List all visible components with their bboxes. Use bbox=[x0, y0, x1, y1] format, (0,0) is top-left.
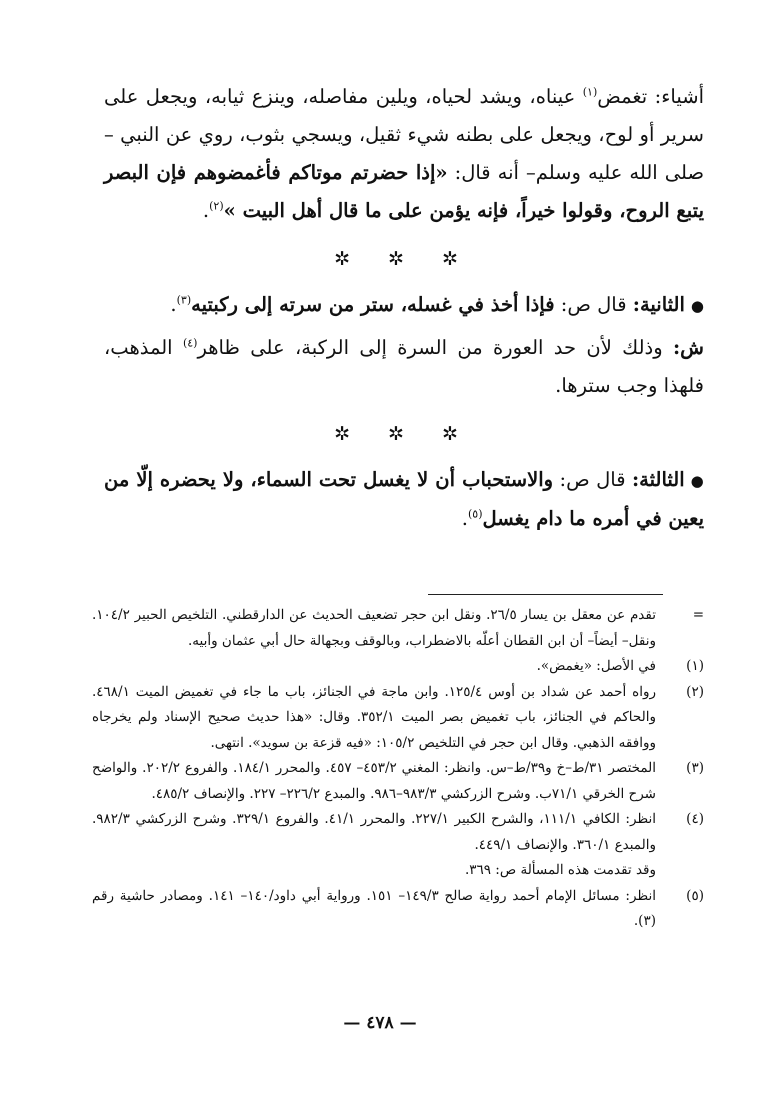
paragraph-1 bbox=[104, 78, 704, 230]
bullet-icon: ● bbox=[690, 472, 704, 490]
para2-end: . bbox=[170, 293, 177, 316]
footnotes bbox=[92, 603, 704, 935]
footnote-2 bbox=[92, 680, 704, 757]
footnote-text: تقدم عن معقل بن يسار ٢٦/٥. ونقل ابن حجر تضعيف الحديث عن الدارقطني. التلخيص الحبير ١٠٤/٢. ونقل– أيضاً– أن ابن القطان أعلّه بالاضطراب، وبالوقف وبجهالة حال أبي عثمان وأبيه. bbox=[92, 607, 656, 649]
para4-text: والاستحباب أن لا يغسل تحت السماء، ولا يحضره إلّا من يعين في أمره ما دام يغسل bbox=[104, 468, 704, 530]
footnote-ref-2: (٢) bbox=[209, 199, 224, 213]
bullet-icon: ● bbox=[690, 297, 704, 315]
section-label-second: الثانية: bbox=[632, 293, 685, 316]
footnote-1 bbox=[92, 654, 704, 680]
footnote-marker: = bbox=[692, 607, 704, 623]
footnote-4 bbox=[92, 807, 704, 884]
para1-text-start: أشياء: تغمض bbox=[597, 85, 704, 108]
paragraph-3 bbox=[104, 329, 704, 405]
section-separator: ✲ ✲ ✲ bbox=[334, 248, 474, 270]
paragraph-2 bbox=[104, 286, 704, 325]
para4-end: . bbox=[461, 507, 468, 530]
footnote-text: انظر: مسائل الإمام أحمد رواية صالح ١٤٩/٣– ١٥١. ورواية أبي داود/١٤٠– ١٤١. ومصادر حاشية رقم (٣). bbox=[92, 887, 657, 929]
footnote-number: (٤) bbox=[686, 811, 704, 827]
footnote-ref-3: (٣) bbox=[176, 293, 192, 307]
para2-text: فإذا أخذ في غسله، ستر من سرته إلى ركبتيه bbox=[191, 293, 555, 316]
sharh-label: ش: bbox=[672, 336, 704, 359]
footnote-3 bbox=[92, 756, 704, 807]
footnote-number: (١) bbox=[686, 658, 704, 674]
main-text bbox=[104, 78, 704, 538]
footnote-divider bbox=[428, 594, 663, 595]
para3-end: المذهب، فلهذا وجب سترها. bbox=[104, 336, 704, 397]
section-label-third: الثالثة: bbox=[631, 468, 685, 491]
footnote-number: (٢) bbox=[686, 683, 704, 700]
footnote-number: (٣) bbox=[686, 760, 704, 776]
paragraph-4 bbox=[104, 461, 704, 538]
page-number: — ٤٧٨ — bbox=[343, 1013, 417, 1033]
footnote-continued bbox=[92, 603, 704, 654]
para1-text: عيناه، ويشد لحياه، ويلين مفاصله، وينزع ثيابه، ويجعل على سرير أو لوح، ويجعل على بطنه شيء ثقيل، ويسجي بثوب، روي عن النبي – صلى الله عليه وسلم– أنه قال: bbox=[104, 85, 705, 184]
footnote-text: في الأصل: «يغمض». bbox=[536, 658, 656, 674]
footnote-text-main: انظر: الكافي ١١١/١، والشرح الكبير ٢٢٧/١. والمحرر ٤١/١. والفروع ٣٢٩/١. وشرح الزركشي ٩٨٢/٣. والمبدع ٣٦٠/١. والإنصاف ٤٤٩/١. bbox=[92, 811, 656, 853]
footnote-text: رواه أحمد عن شداد بن أوس ١٢٥/٤. وابن ماجة في الجنائز، باب ما جاء في تغميض الميت ٤٦٨/١. والحاكم في الجنائز، باب تغميض بصر الميت ٣٥٢/١. وقال: «هذا حديث صحيح الإسناد ولم يخرجاه ووافقه الذهبي. وقال ابن حجر في التلخيص ١٠٥/٢: «فيه قزعة بن سويد». انتهى. bbox=[92, 683, 657, 751]
para1-end: . bbox=[202, 199, 210, 222]
footnote-ref-4: (٤) bbox=[182, 336, 198, 350]
footnote-5 bbox=[92, 884, 704, 935]
hadith-quote: «إذا حضرتم موتاكم فأغمضوهم فإن البصر يتبع الروح، وقولوا خيراً، فإنه يؤمن على ما قال أهل البيت » bbox=[104, 161, 704, 222]
para2-intro: قال ص: bbox=[554, 293, 633, 316]
section-separator-2: ✲ ✲ ✲ bbox=[334, 423, 474, 445]
footnote-text bbox=[92, 807, 656, 884]
footnote-text-extra: وقد تقدمت هذه المسألة ص: ٣٦٩. bbox=[464, 862, 656, 878]
footnote-ref-5: (٥) bbox=[468, 507, 483, 521]
para3-text: وذلك لأن حد العورة من السرة إلى الركبة، على ظاهر bbox=[197, 336, 673, 359]
footnote-text: المختصر ٣١/ط–خ و٣٩/ط–س. وانظر: المغني ٤٥٣/٢– ٤٥٧. والمحرر ١٨٤/١. والفروع ٢٠٢/٢. والواضح شرح الخرقي ٧١/١ب. وشرح الزركشي ٩٨٣/٣–٩٨٦. والمبدع ٢٢٦/٢– ٢٢٧. والإنصاف ٤٨٥/٢. bbox=[92, 760, 657, 802]
para4-intro: قال ص: bbox=[553, 468, 632, 491]
footnote-number: (٥) bbox=[686, 887, 704, 904]
footnote-ref-1: (١) bbox=[582, 85, 598, 99]
